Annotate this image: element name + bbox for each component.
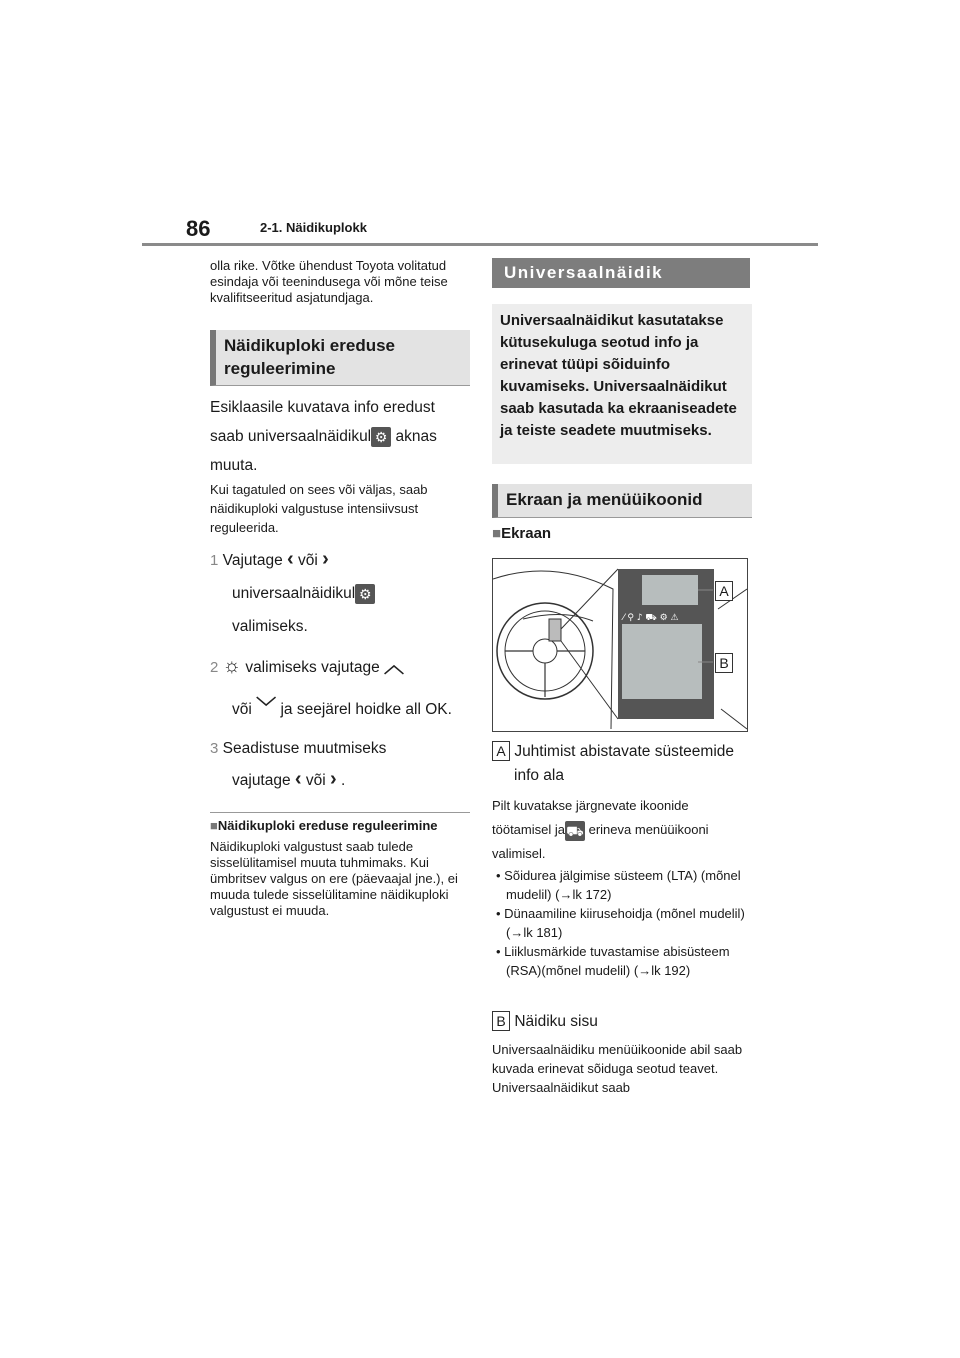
header-rule — [142, 243, 818, 246]
chevron-right-icon: › — [330, 768, 337, 790]
chevron-up-icon: ︿ — [384, 655, 405, 677]
list-item: • Sõidurea jälgimise süsteem (LTA) (mõnel mudelil) (→lk 172) — [496, 868, 741, 902]
section-a-body: Pilt kuvatakse järgnevate ikoonide töötamisel ja⛟ erineva menüüikooni valimisel. — [492, 798, 709, 861]
step-3-or: või — [305, 772, 326, 789]
body-line-2 — [210, 422, 470, 451]
screen-menu-box-title: Ekraan ja menüüikoonid — [492, 484, 752, 518]
step-2-text-a: valimiseks vajutage — [245, 659, 380, 676]
step-1-text-c: valimiseks. — [232, 618, 308, 635]
svg-text:⁄ ⚲ ♪ ⛟ ⚙ ⚠: ⁄ ⚲ ♪ ⛟ ⚙ ⚠ — [623, 613, 679, 623]
body-line-1: Esiklaasile kuvatava info eredust — [210, 399, 435, 416]
gear-icon: ⚙ — [355, 584, 375, 604]
step-1-text-a: Vajutage — [222, 552, 283, 569]
section-a — [492, 740, 752, 788]
ekraan-title: ■Ekraan — [492, 525, 552, 542]
section-b-body: Universaalnäidiku menüüikoonide abil saab kuvada erinevat sõiduga seotud teavet. Universaalnäidikut saab — [492, 1042, 743, 1095]
step-1-or: või — [298, 552, 318, 569]
universal-info: Universaalnäidikut kasutatakse kütusekuluga seotud info ja erinevat tüüpi sõiduinfo kuvamiseks. Universaalnäidikut saab kasutada ka ekraaniseadete ja teiste seadete muutmiseks. — [492, 304, 752, 464]
ok-button-label: OK — [425, 701, 448, 718]
step-1-text-b: universaalnäidikul — [232, 585, 356, 602]
section-header: 2-1. Näidikuplokk — [260, 220, 367, 235]
list-item: • Dünaamiline kiirusehoidja (mõnel mudelil) (→lk 181) — [496, 906, 745, 940]
step-2-or: või — [232, 701, 252, 718]
body-line-2-end: aknas — [395, 428, 437, 445]
step-3: 3 Seadistuse muutmiseks vajutage ‹ või › . — [210, 740, 387, 790]
step-3-text-a: Seadistuse muutmiseks — [222, 740, 387, 757]
callout-b: B — [715, 653, 733, 673]
brightness-box-title: Näidikuploki ereduse reguleerimine — [210, 330, 470, 386]
section-b — [492, 1010, 752, 1034]
chevron-down-icon: ﹀ — [256, 697, 277, 719]
step-3-number: 3 — [210, 740, 219, 757]
step-2-number: 2 — [210, 659, 219, 676]
intro-paragraph: olla rike. Võtke ühendust Toyota volitatud esindaja või teenindusega või mõne teise kvalifitseeritud asjatundjaga. — [210, 258, 448, 305]
subsection-body: Näidikuploki valgustust saab tulede sisselülitamisel muuta tuhmimaks. Kui ümbritsev valgus on ere (päevaajal jne.), ei muuda tulede sisselülitamine näidikuploki valgustust ei muuda. — [210, 839, 458, 918]
driver-assist-icon: ⛟ — [566, 822, 584, 839]
gear-icon: ⚙ — [371, 427, 391, 447]
brightness-note: Kui tagatuled on sees või väljas, saab näidikuploki valgustuse intensiivsust reguleerida. — [210, 482, 428, 535]
step-2-text-b: ja seejärel hoidke all — [280, 701, 421, 718]
label-b: B — [492, 1011, 510, 1031]
step-1 — [210, 545, 470, 641]
chevron-left-icon: ‹ — [294, 768, 302, 790]
section-a-title-2: info ala — [514, 767, 564, 784]
page-number: 86 — [186, 216, 211, 241]
chevron-left-icon: ‹ — [287, 548, 294, 570]
step-1-number: 1 — [210, 552, 219, 569]
list-item: • Liiklusmärkide tuvastamise abisüsteem (RSA)(mõnel mudelil) (→lk 192) — [496, 944, 730, 978]
label-a: A — [492, 741, 510, 761]
brightness-body — [210, 393, 470, 480]
subsection-rule — [210, 812, 470, 813]
step-3-text-b: vajutage — [232, 772, 291, 789]
dashboard-drawing — [493, 559, 747, 731]
system-list — [492, 866, 752, 980]
body-line-3: muuta. — [210, 457, 258, 474]
brightness-dial-icon: ☼ — [222, 655, 241, 677]
body-line-2-text: saab universaalnäidikul — [210, 428, 372, 445]
subsection-title: ■Näidikuploki ereduse reguleerimine — [210, 818, 438, 833]
square-bullet-icon: ■ — [492, 525, 502, 542]
chevron-right-icon: › — [322, 548, 329, 570]
section-a-title-1: Juhtimist abistavate süsteemide — [514, 743, 734, 760]
section-b-title: Näidiku sisu — [514, 1013, 598, 1030]
dashboard-illustration — [492, 558, 748, 732]
callout-a: A — [715, 581, 733, 601]
universal-title: Universaalnäidik — [492, 258, 750, 288]
step-2: 2 ☼ valimiseks vajutage ︿ või ﹀ ja seejärel hoidke all OK. — [210, 655, 452, 719]
square-bullet-icon: ■ — [210, 818, 218, 833]
